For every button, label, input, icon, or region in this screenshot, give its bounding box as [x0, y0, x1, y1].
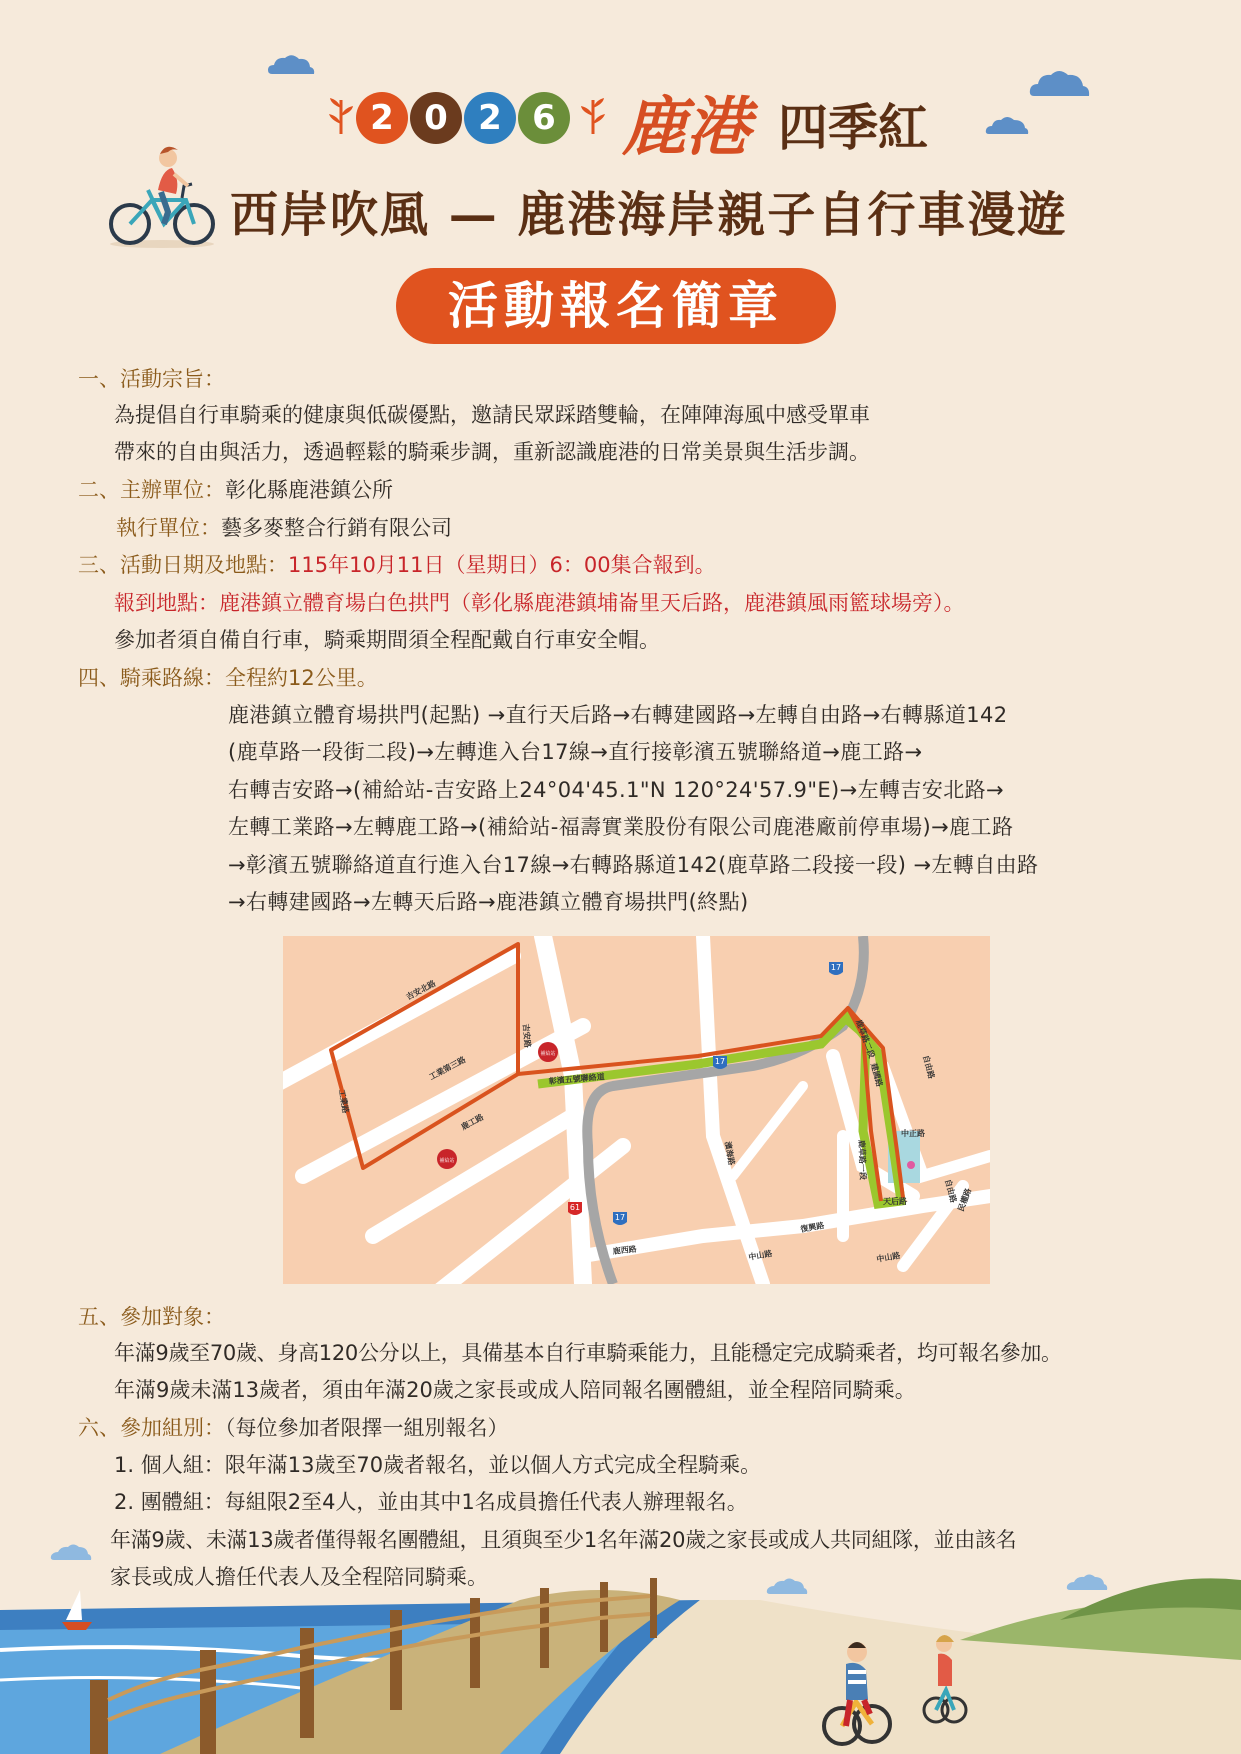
section-purpose-text: 帶來的自由與活力，透過輕鬆的騎乘步調，重新認識鹿港的日常美景與生活步調。	[114, 440, 870, 464]
year-digit: 6	[518, 92, 570, 144]
highway-17-label: 17	[714, 1057, 726, 1066]
road-label: 吉安路	[521, 1023, 533, 1049]
road-label: 復興路	[799, 1220, 825, 1234]
route-line: 右轉吉安路→(補給站-吉安路上24°04'45.1"N 120°24'57.9"E)→左轉吉安北路→	[228, 778, 1005, 802]
road-label: 彰濱五號聯絡道	[548, 1072, 605, 1086]
road-label: 民權路	[956, 1187, 974, 1213]
brand-main-title: 鹿港	[622, 90, 750, 165]
section-purpose-text: 為提倡自行車騎乘的健康與低碳優點，邀請民眾踩踏雙輪，在陣陣海風中感受單車	[114, 403, 870, 427]
road-label: 鹿工路	[459, 1112, 486, 1132]
year-digit: 2	[356, 92, 408, 144]
route-distance: 全程約12公里。	[225, 666, 378, 690]
supply-station-label: 補給站	[439, 1158, 455, 1164]
supply-station-label: 補給站	[540, 1051, 556, 1057]
section-participants-text: 年滿9歲未滿13歲者，須由年滿20歲之家長或成人陪同報名團體組，並全程陪同騎乘。	[114, 1378, 916, 1402]
section-route-heading: 四、騎乘路線：	[78, 666, 225, 690]
leaf-sprig-icon	[578, 96, 608, 136]
road-label: 天后路	[883, 1197, 907, 1206]
section-organizer	[78, 475, 393, 505]
route-line: (鹿草路一段街二段)→左轉進入台17線→直行接彰濱五號聯絡道→鹿工路→	[228, 740, 923, 764]
road-label: 建國路	[869, 1062, 884, 1088]
highway-17-label: 17	[830, 963, 842, 972]
route-line: →彰濱五號聯絡道直行進入台17線→右轉路縣道142(鹿草路二段接一段) →左轉自由路	[228, 853, 1039, 877]
cloud-icon	[1028, 66, 1092, 100]
check-in-label: 報到地點：	[114, 591, 219, 615]
route-map	[283, 936, 990, 1284]
section-purpose-heading: 一、活動宗旨：	[78, 367, 225, 391]
road-label: 中山路	[747, 1248, 773, 1262]
section-executor	[116, 513, 452, 543]
route-line: 左轉工業路→左轉鹿工路→(補給站-福壽實業股份有限公司鹿港廠前停車場)→鹿工路	[228, 815, 1014, 839]
group-item: 2. 團體組：每組限2至4人，並由其中1名成員擔任代表人辦理報名。	[114, 1490, 748, 1514]
road-label: 中山路	[875, 1250, 901, 1264]
road-label: 吉安北路	[404, 978, 438, 1002]
group-rule-text: 家長或成人擔任代表人及全程陪同騎乘。	[110, 1565, 488, 1589]
road-label: 工業第三路	[427, 1055, 468, 1082]
leaf-sprig-icon	[326, 96, 356, 136]
cloud-icon	[266, 52, 316, 78]
road-label: 鹿西路	[612, 1244, 638, 1256]
registration-badge: 活動報名簡章	[396, 268, 836, 344]
executor-label: 執行單位：	[116, 516, 221, 540]
section-participants-heading: 五、參加對象：	[78, 1305, 225, 1329]
highway-17-label: 17	[614, 1213, 626, 1222]
road-label: 中正路	[901, 1129, 925, 1138]
section-participants-text: 年滿9歲至70歲、身高120公分以上，具備基本自行車騎乘能力，且能穩定完成騎乘者，均可報名參加。	[114, 1341, 1062, 1365]
section-date-heading: 三、活動日期及地點：	[78, 553, 288, 577]
event-subtitle: 西岸吹風 — 鹿港海岸親子自行車漫遊	[230, 187, 1068, 243]
road-label: 濱海路	[723, 1140, 737, 1166]
road-label: 自由路	[943, 1178, 958, 1204]
route-line: →右轉建國路→左轉天后路→鹿港鎮立體育場拱門(終點)	[228, 890, 749, 914]
section-date-place	[78, 550, 716, 580]
road-label: 工業路	[337, 1088, 351, 1114]
brand-sub-title: 四季紅	[778, 98, 928, 157]
check-in-place	[114, 588, 965, 618]
check-in-value: 鹿港鎮立體育場白色拱門（彰化縣鹿港鎮埔崙里天后路，鹿港鎮風雨籃球場旁）。	[219, 591, 965, 615]
route-line: 鹿港鎮立體育場拱門(起點) →直行天后路→右轉建國路→左轉自由路→右轉縣道142	[228, 703, 1008, 727]
section-groups	[78, 1413, 509, 1443]
organizer-name: 彰化縣鹿港鎮公所	[225, 478, 393, 502]
road-label: 鹿草路二段	[854, 1018, 877, 1060]
section-organizer-heading: 二、主辦單位：	[78, 478, 225, 502]
group-item: 1. 個人組：限年滿13歲至70歲者報名，並以個人方式完成全程騎乘。	[114, 1453, 762, 1477]
cloud-icon	[984, 114, 1030, 138]
cyclist-illustration	[106, 140, 218, 250]
section-route	[78, 663, 378, 693]
executor-name: 藝多麥整合行銷有限公司	[221, 516, 452, 540]
section-groups-heading: 六、參加組別：	[78, 1416, 225, 1440]
helmet-note: 參加者須自備自行車，騎乘期間須全程配戴自行車安全帽。	[114, 628, 660, 652]
road-label: 自由路	[921, 1054, 936, 1080]
year-digit: 0	[410, 92, 462, 144]
groups-note: （每位參加者限擇一組別報名）	[225, 1416, 509, 1440]
year-digit: 2	[464, 92, 516, 144]
road-label: 鹿草路一段	[857, 1139, 868, 1181]
group-rule-text: 年滿9歲、未滿13歲者僅得報名團體組，且須與至少1名年滿20歲之家長或成人共同組隊，並由該名	[110, 1528, 1017, 1552]
event-date: 115年10月11日（星期日）6：00集合報到。	[288, 553, 716, 577]
highway-61-label: 61	[569, 1203, 581, 1212]
beach-illustration	[0, 1530, 1241, 1754]
